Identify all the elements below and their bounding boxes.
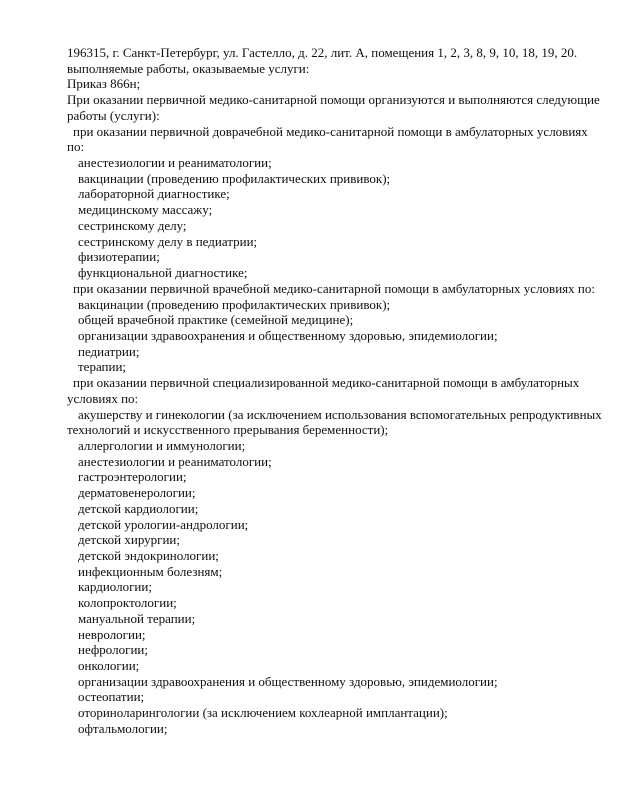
text-line: при оказании первичной доврачебной медико-санитарной помощи в амбулаторных условиях — [73, 123, 588, 139]
text-line: детской хирургии; — [78, 532, 181, 548]
text-line: При оказании первичной медико-санитарной помощи организуются и выполняются следующие — [67, 92, 600, 108]
text-line: мануальной терапии; — [78, 610, 196, 626]
text-line: при оказании первичной специализированной медико-санитарной помощи в амбулаторных — [73, 375, 580, 391]
text-line: выполняемые работы, оказываемые услуги: — [67, 60, 310, 76]
text-line: детской урологии-андрологии; — [78, 516, 249, 532]
text-line: педиатрии; — [78, 343, 140, 359]
text-line: работы (услуги): — [67, 107, 160, 123]
text-line: оториноларингологии (за исключением кохлеарной имплантации); — [78, 705, 448, 721]
text-line: офтальмологии; — [78, 720, 168, 736]
text-line: организации здравоохранения и общественному здоровью, эпидемиологии; — [78, 327, 498, 343]
text-line: общей врачебной практике (семейной медицине); — [78, 312, 354, 328]
text-line: детской кардиологии; — [78, 500, 199, 516]
text-line: Приказ 866н; — [67, 76, 141, 92]
text-line: сестринскому делу; — [78, 217, 187, 233]
text-line: вакцинации (проведению профилактических прививок); — [78, 170, 391, 186]
text-line: колопроктологии; — [78, 595, 177, 611]
text-line: акушерству и гинекологии (за исключением использования вспомогательных репродуктивных — [78, 406, 602, 422]
text-line: онкологии; — [78, 658, 140, 674]
text-line: неврологии; — [78, 626, 146, 642]
text-line: лабораторной диагностике; — [78, 186, 230, 202]
text-line: терапии; — [78, 359, 127, 375]
text-line: дерматовенерологии; — [78, 485, 196, 501]
document-text-block — [67, 45, 601, 737]
text-line: условиях по: — [67, 390, 139, 406]
text-line: функциональной диагностике; — [78, 265, 248, 281]
text-line: технологий и искусственного прерывания беременности); — [67, 422, 389, 438]
text-line: кардиологии; — [78, 579, 152, 595]
text-line: анестезиологии и реаниматологии; — [78, 155, 272, 171]
text-line: нефрологии; — [78, 642, 148, 658]
text-line: анестезиологии и реаниматологии; — [78, 453, 272, 469]
text-line: физиотерапии; — [78, 249, 160, 265]
text-line: остеопатии; — [78, 689, 145, 705]
text-line: аллергологии и иммунологии; — [78, 437, 246, 453]
text-line: инфекционным болезням; — [78, 563, 223, 579]
text-line: по: — [67, 139, 85, 155]
text-line: сестринскому делу в педиатрии; — [78, 233, 258, 249]
text-line: организации здравоохранения и общественному здоровью, эпидемиологии; — [78, 673, 498, 689]
text-line: при оказании первичной врачебной медико-санитарной помощи в амбулаторных условиях по: — [73, 280, 595, 296]
text-line: гастроэнтерологии; — [78, 469, 187, 485]
text-line: медицинскому массажу; — [78, 202, 213, 218]
text-line: вакцинации (проведению профилактических прививок); — [78, 296, 391, 312]
text-line: детской эндокринологии; — [78, 548, 219, 563]
text-line: 196315, г. Санкт-Петербург, ул. Гастелло, д. 22, лит. А, помещения 1, 2, 3, 8, 9, 10, 18, 19, 20. — [67, 45, 578, 60]
